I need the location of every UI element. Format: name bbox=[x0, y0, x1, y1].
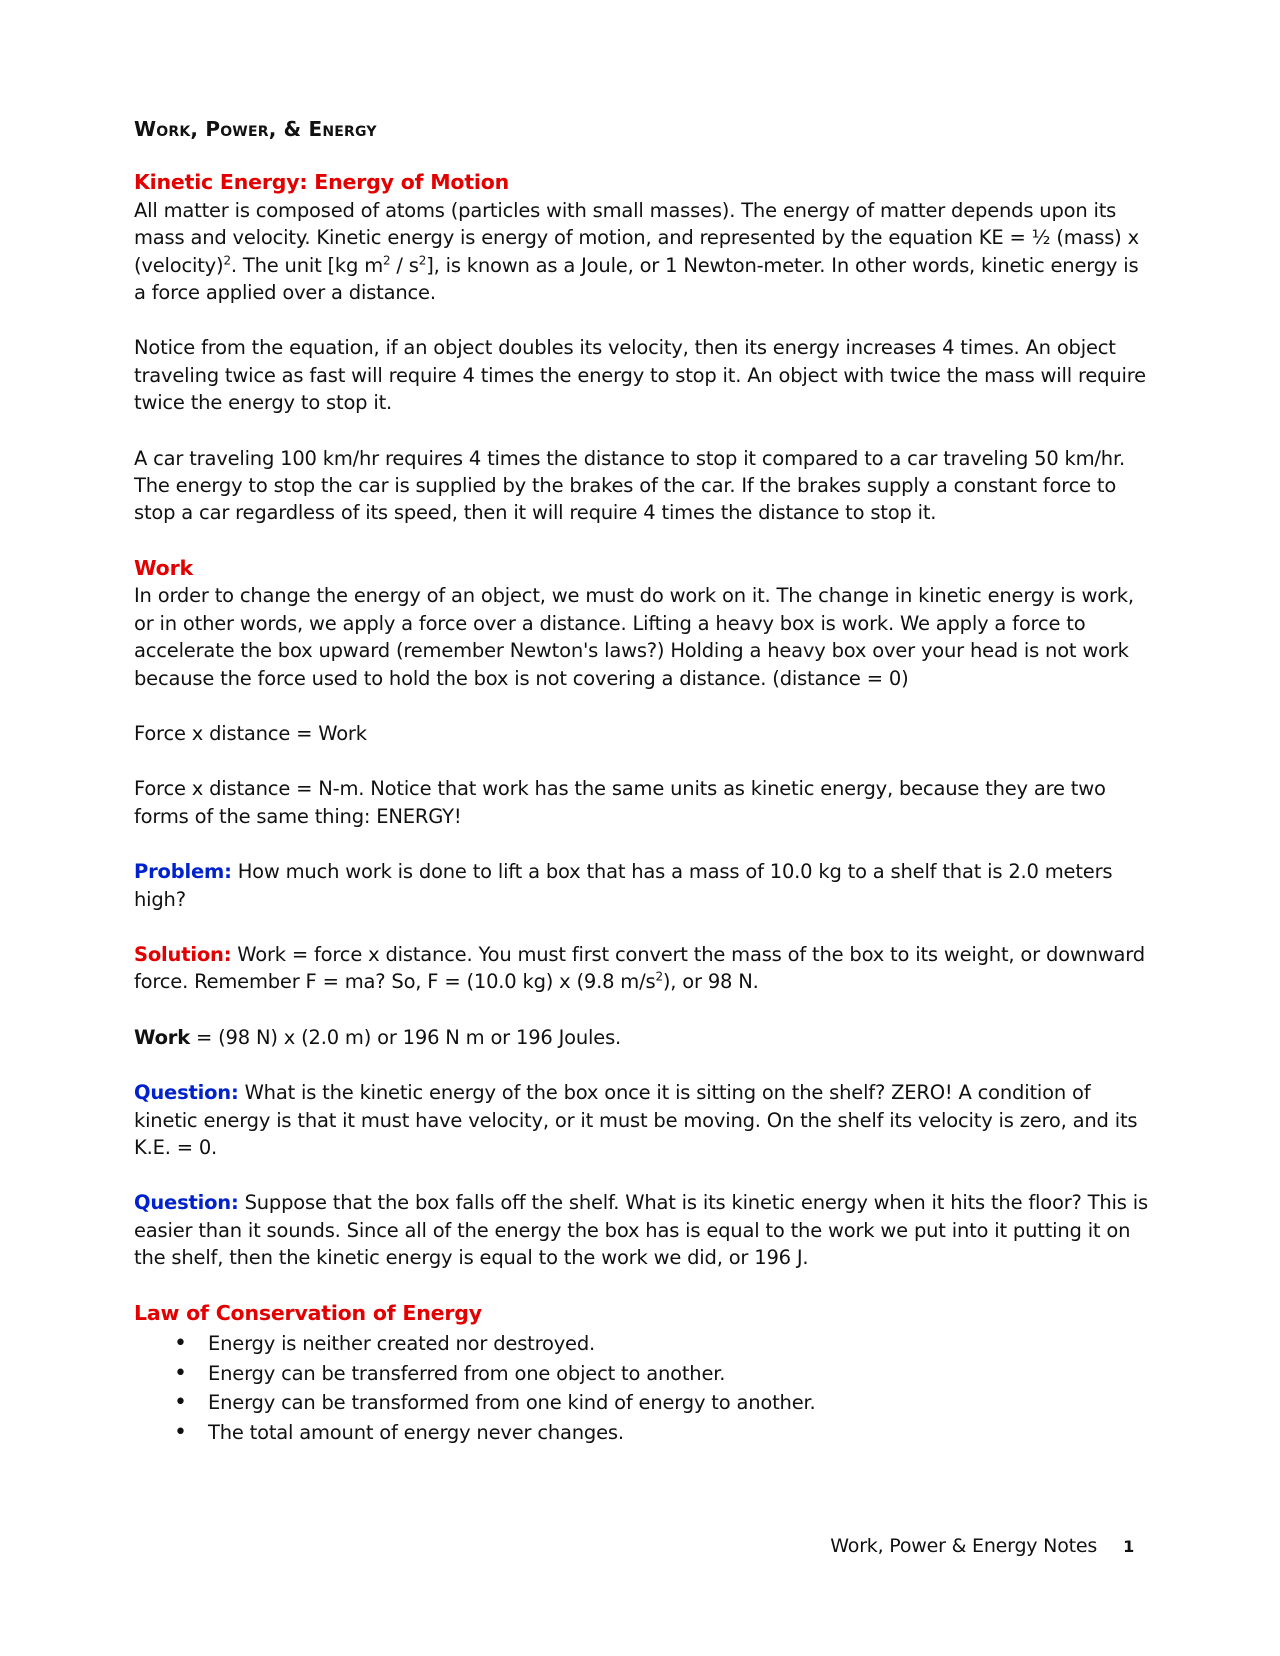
list-item: • Energy can be transferred from one object to another. bbox=[208, 1359, 1150, 1389]
work-result-label: Work bbox=[134, 1025, 190, 1049]
page-footer bbox=[830, 1533, 1134, 1560]
work-paragraph-1: In order to change the energy of an object, we must do work on it. The change in kinetic energy is work, or in other words, we apply a force over a distance. Lifting a heavy box is work. We apply a force to accelerate the box upward (remember Newton's laws?) Holding a heavy box over your head is not work because the force used to hold the box is not covering a distance. (distance = 0) bbox=[134, 584, 1134, 690]
kinetic-paragraph-3: A car traveling 100 km/hr requires 4 times the distance to stop it compared to a car traveling 50 km/hr. The energy to stop the car is supplied by the brakes of the car. If the brakes supply a constant force to stop a car regardless of its speed, then it will require 4 times the distance to stop it. bbox=[134, 446, 1125, 525]
kinetic-p1-text-b: . The unit [kg m bbox=[230, 253, 383, 277]
work-formula-1: Force x distance = Work bbox=[134, 721, 367, 745]
kinetic-paragraph-2: Notice from the equation, if an object doubles its velocity, then its energy increases 4 times. An object traveling twice as fast will require 4 times the energy to stop it. An object with twice the mass will require twice the energy to stop it. bbox=[134, 336, 1146, 415]
work-heading: Work bbox=[134, 555, 193, 580]
list-item: • The total amount of energy never changes. bbox=[208, 1418, 1150, 1448]
question-2-text: Suppose that the box falls off the shelf. What is its kinetic energy when it hits the floor? This is easier than it sounds. Since all of the energy the box has is equal to the work we put into it putting it on the shelf, then the kinetic energy is equal to the work we did, or 196 J. bbox=[134, 1191, 1148, 1270]
work-formula-2: Force x distance = N-m. Notice that work has the same units as kinetic energy, because they are two forms of the same thing: ENERGY! bbox=[134, 777, 1106, 828]
list-item: • Energy is neither created nor destroyed. bbox=[208, 1329, 1150, 1359]
problem-label: Problem: bbox=[134, 860, 232, 884]
problem-text: How much work is done to lift a box that has a mass of 10.0 kg to a shelf that is 2.0 meters high? bbox=[134, 860, 1113, 911]
solution-label: Solution: bbox=[134, 942, 232, 966]
solution-text-b: ), or 98 N. bbox=[662, 970, 759, 994]
problem-paragraph bbox=[134, 858, 1150, 913]
kinetic-energy-heading: Kinetic Energy: Energy of Motion bbox=[134, 170, 510, 195]
kinetic-p1-sup-2: 2 bbox=[383, 253, 391, 268]
kinetic-p1-text-d: ], is known as a Joule, or 1 Newton-meter. In other words, kinetic energy is a force applied over a distance. bbox=[134, 253, 1139, 305]
work-result-text: = (98 N) x (2.0 m) or 196 N m or 196 Joules. bbox=[190, 1025, 622, 1049]
conservation-list bbox=[134, 1329, 1150, 1447]
footer-title: Work, Power & Energy Notes bbox=[830, 1535, 1098, 1557]
kinetic-p1-text-a: All matter is composed of atoms (particles with small masses). The energy of matter depends upon its mass and velocity. Kinetic energy is energy of motion, and represented by the equation KE = ½ (mass) x (velocity) bbox=[134, 198, 1139, 277]
conservation-section bbox=[134, 1300, 1150, 1448]
solution-text-a: Work = force x distance. You must first convert the mass of the box to its weight, or downward force. Remember F = ma? So, F = (10.0 kg) x (9.8 m/s bbox=[134, 942, 1145, 994]
conservation-heading: Law of Conservation of Energy bbox=[134, 1300, 482, 1325]
kinetic-p1-sup-3: 2 bbox=[418, 253, 427, 268]
solution-sup: 2 bbox=[655, 969, 663, 984]
solution-paragraph bbox=[134, 941, 1150, 996]
question-1-paragraph bbox=[134, 1079, 1150, 1161]
page-number: 1 bbox=[1123, 1537, 1134, 1556]
kinetic-p1-text-c: / s bbox=[390, 253, 419, 277]
work-section bbox=[134, 555, 1150, 1272]
kinetic-paragraph-1 bbox=[134, 197, 1150, 307]
question-1-label: Question: bbox=[134, 1081, 239, 1105]
list-item: • Energy can be transformed from one kind of energy to another. bbox=[208, 1388, 1150, 1418]
work-result-paragraph bbox=[134, 1024, 1150, 1051]
question-2-label: Question: bbox=[134, 1191, 239, 1215]
question-1-text: What is the kinetic energy of the box once it is sitting on the shelf? ZERO! A condition of kinetic energy is that it must have velocity, or it must be moving. On the shelf its velocity is zero, and its K.E. = 0. bbox=[134, 1081, 1138, 1159]
kinetic-energy-section bbox=[134, 169, 1150, 526]
question-2-paragraph bbox=[134, 1189, 1150, 1271]
document-title: Work, Power, & Energy bbox=[134, 117, 377, 141]
kinetic-p1-sup-1: 2 bbox=[223, 253, 231, 268]
